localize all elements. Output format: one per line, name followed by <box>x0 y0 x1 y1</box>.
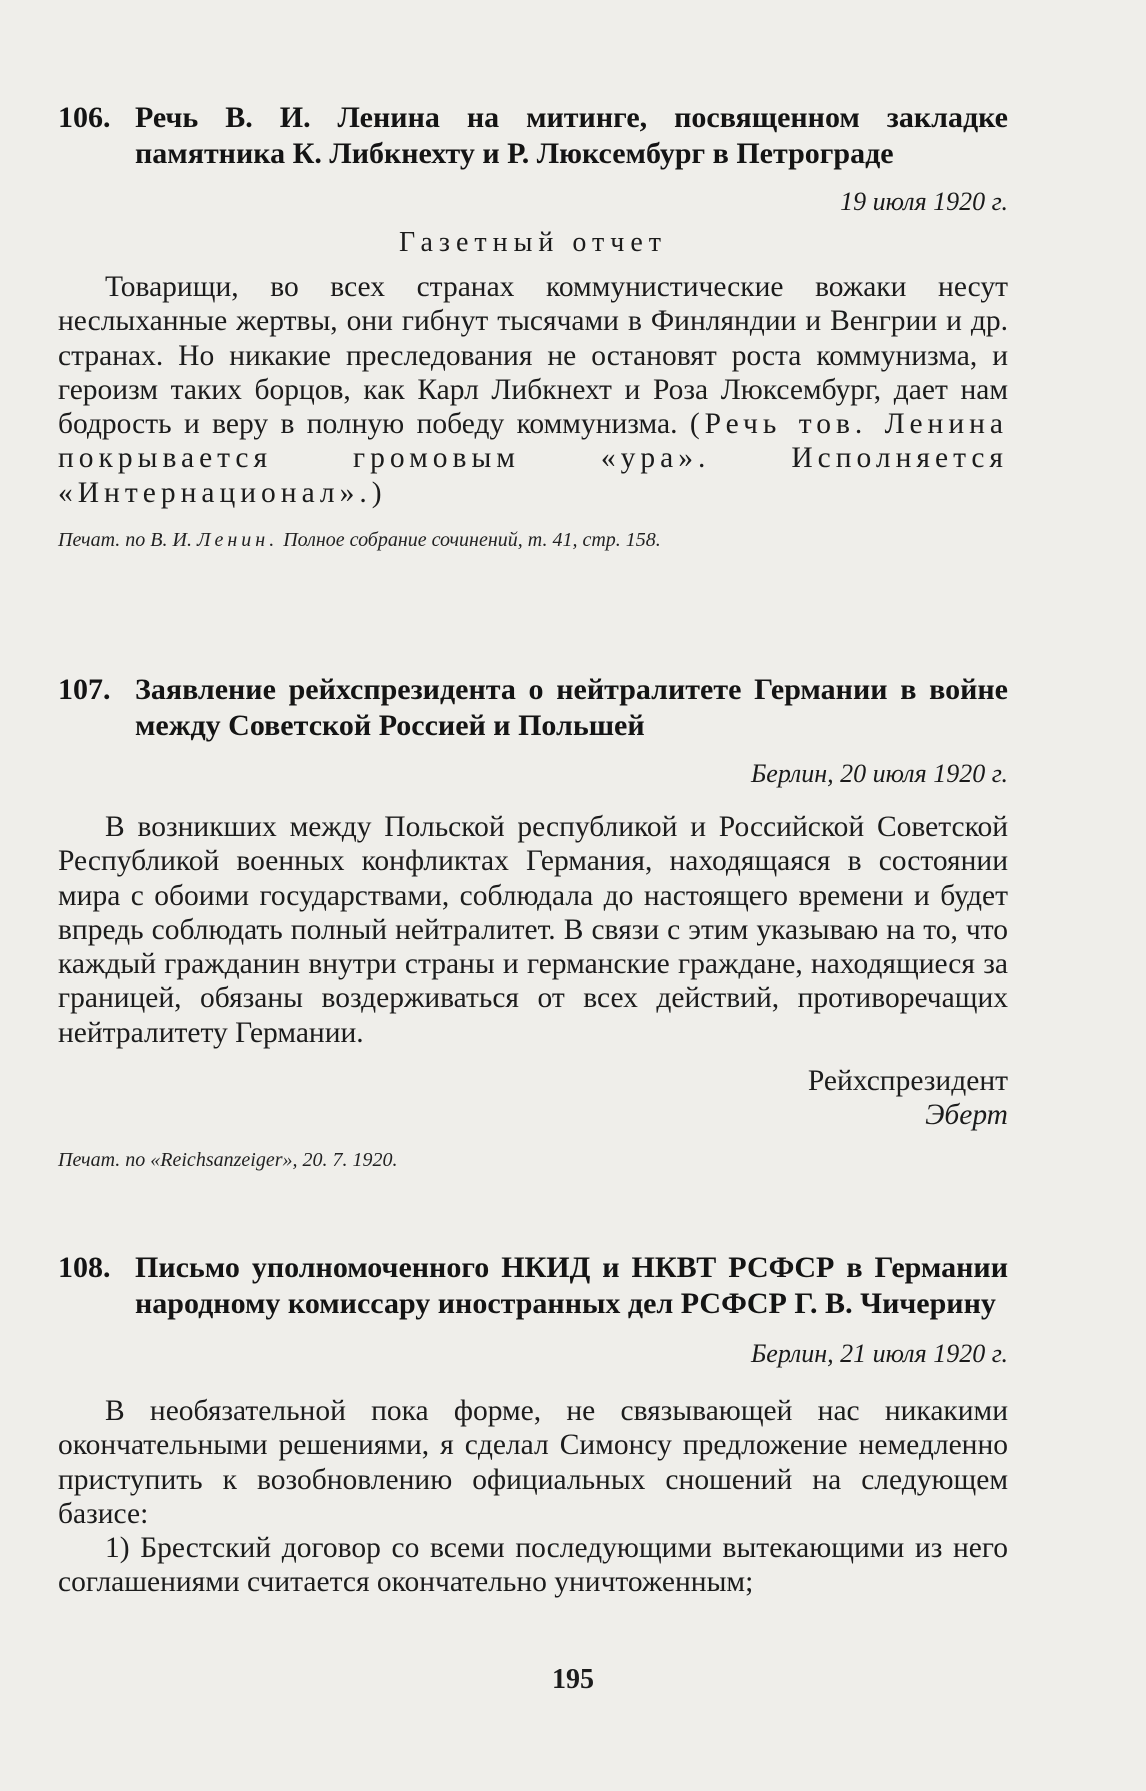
section-title: Речь В. И. Ленина на митинге, посвященном закладке памятника К. Либкнехту и Р. Люксембург в Петрограде <box>135 101 1008 170</box>
section-heading <box>58 672 1008 744</box>
section-subtitle: Газетный отчет <box>398 227 668 258</box>
source-rest: Полное собрание сочинений, т. 41, стр. 158. <box>283 529 661 552</box>
section-107 <box>58 672 1008 1172</box>
section-body <box>58 270 1008 510</box>
signature-name: Эберт <box>925 1099 1008 1132</box>
list-item: 1) Брестский договор со всеми последующими вытекающими из него соглашениями считается окончательно уничтоженным; <box>58 1532 1008 1599</box>
section-106 <box>58 100 1008 552</box>
source-author: Ленин. <box>196 529 279 552</box>
section-body: В необязательной пока форме, не связывающей нас никакими окончательными решениями, я сделал Симонсу предложение немедленно приступить к возобновлению официальных сношений на следующем базисе: <box>58 1395 1008 1530</box>
section-date: Берлин, 21 июля 1920 г. <box>750 1339 1008 1368</box>
section-heading <box>58 100 1008 172</box>
section-number: 106. <box>58 101 111 134</box>
section-date: 19 июля 1920 г. <box>840 187 1008 216</box>
section-title: Заявление рейхспрезидента о нейтралитете Германии в войне между Советской Россией и Польшей <box>135 673 1008 742</box>
section-body: В возникших между Польской республикой и Российской Советской Республикой военных конфликтах Германия, находящаяся в состоянии мира с обоими государствами, соблюдала до настоящего времени и будет впредь соблюдать полный нейтралитет. В связи с этим указываю на то, что каждый гражданин внутри страны и германские граждане, находящиеся за границей, обязаны воздерживаться от всех действий, противоречащих нейтралитету Германии. <box>58 811 1008 1049</box>
body-text-spaced: (Речь тов. Ленина покрывается громовым «ура». Исполняется «Интернационал».) <box>58 408 1008 509</box>
section-108 <box>58 1250 1008 1600</box>
body-text: Товарищи, во всех странах коммунистические вожаки несут неслыханные жертвы, они гибнут тысячами в Финляндии и Венгрии и др. странах. Но никакие преследования не остановят роста коммунизма, и героизм таких борцов, как Карл Либкнехт и Роза Люксембург, дает нам бодрость и веру в полную победу коммунизма. <box>58 271 1008 441</box>
section-title: Письмо уполномоченного НКИД и НКВТ РСФСР в Германии народному комиссару иностранных дел РСФСР Г. В. Чичерину <box>135 1251 1008 1320</box>
source-note <box>58 528 1008 552</box>
section-date: Берлин, 20 июля 1920 г. <box>750 759 1008 788</box>
source-prefix: Печат. по В. И. <box>58 529 192 552</box>
signature-title: Рейхспрезидент <box>807 1065 1008 1098</box>
section-number: 107. <box>58 673 111 706</box>
source-note: Печат. по «Reichsanzeiger», 20. 7. 1920. <box>58 1149 398 1172</box>
section-heading <box>58 1250 1008 1322</box>
section-number: 108. <box>58 1251 111 1284</box>
page-number: 195 <box>552 1664 594 1695</box>
